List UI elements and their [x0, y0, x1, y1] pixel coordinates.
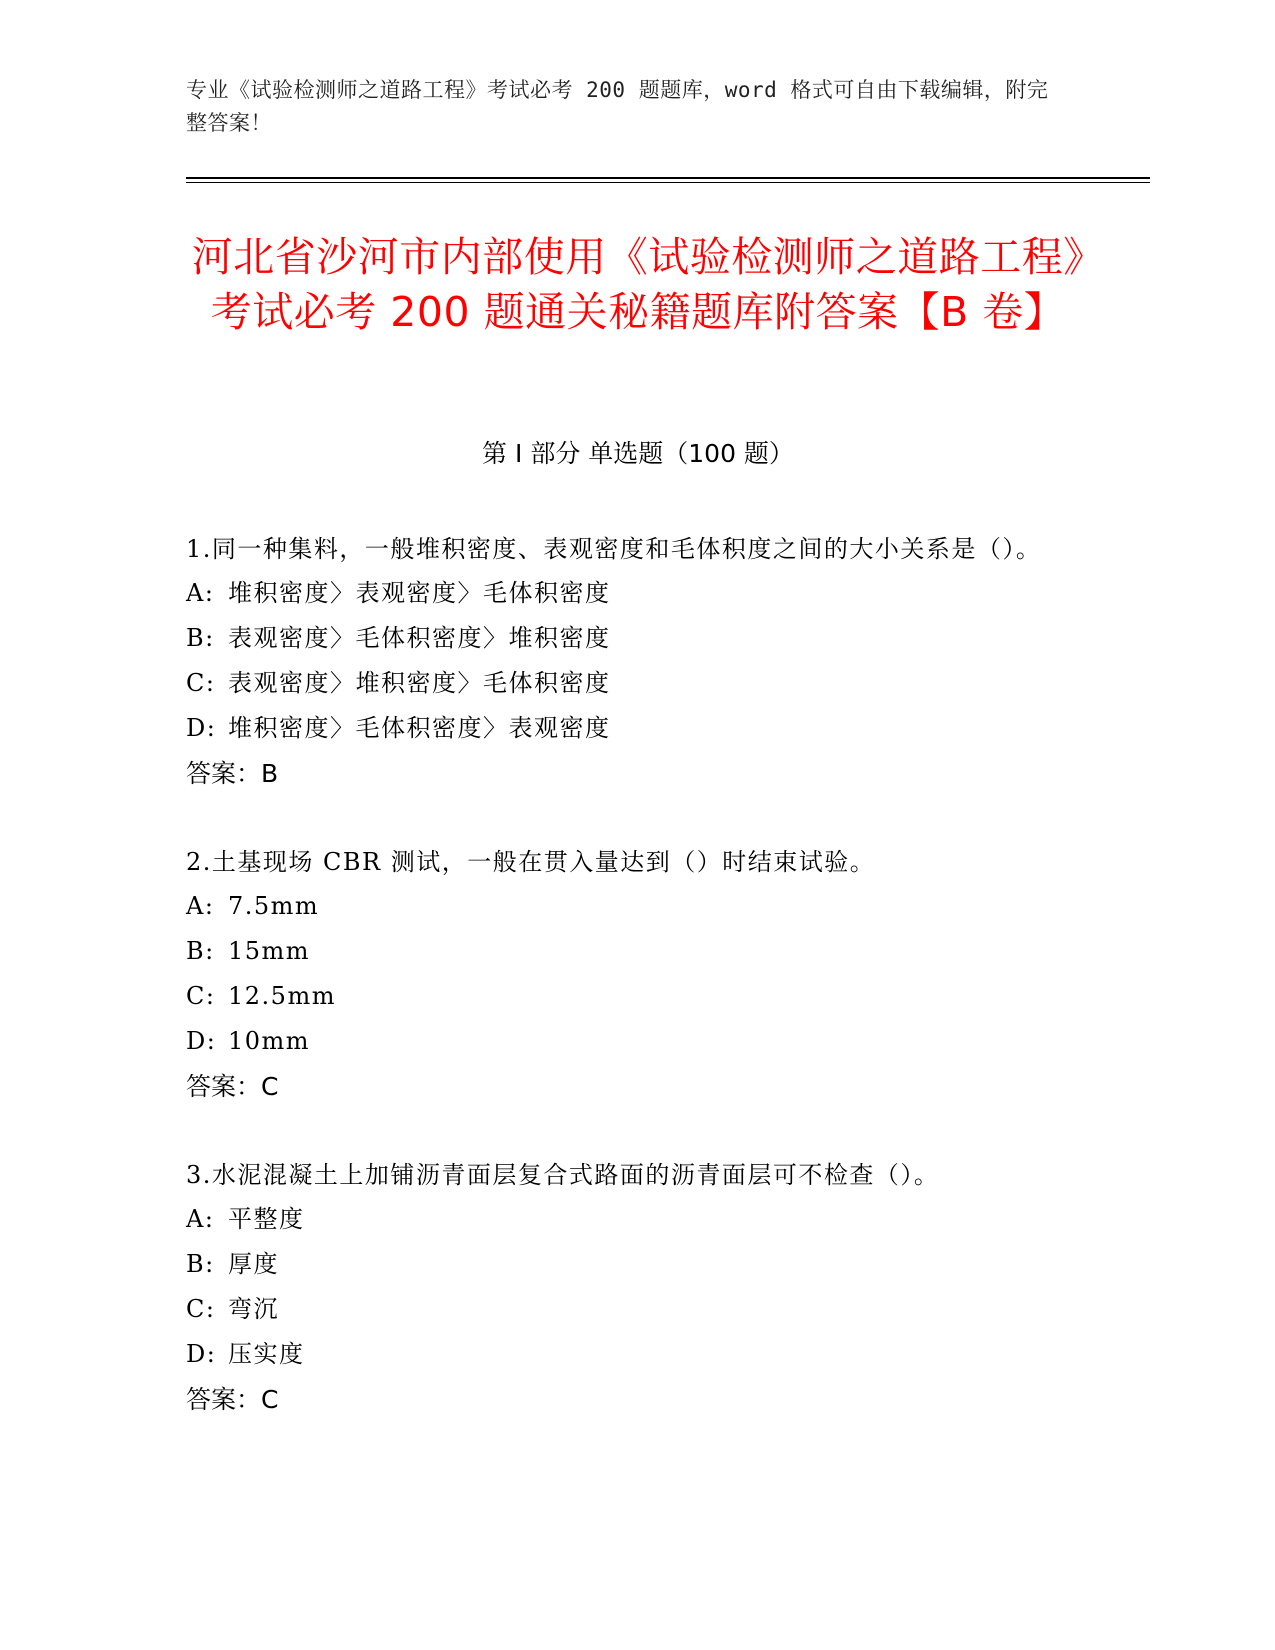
header-note: 专业《试验检测师之道路工程》考试必考 200 题题库，word 格式可自由下载编辑，附完整答案！ — [186, 78, 1049, 135]
option-text: 堆积密度〉毛体积密度〉表观密度 — [228, 714, 611, 742]
option-text: 弯沉 — [228, 1295, 279, 1323]
option-text: 7.5mm — [228, 892, 320, 920]
option-d — [186, 1019, 1086, 1064]
option-letter: B: — [186, 937, 215, 965]
question-stem: 1.同一种集料，一般堆积密度、表观密度和毛体积度之间的大小关系是（）。 — [186, 535, 1042, 563]
answer-line: 答案：B — [186, 759, 279, 788]
option-d — [186, 706, 1086, 751]
option-letter: A: — [186, 892, 215, 920]
question-list — [186, 527, 1086, 1466]
option-a — [186, 884, 1086, 929]
option-text: 压实度 — [228, 1340, 305, 1368]
document-title: 河北省沙河市内部使用《试验检测师之道路工程》考试必考 200 题通关秘籍题库附答案【B 卷】 — [191, 233, 1085, 336]
option-text: 15mm — [228, 937, 311, 965]
option-text: 平整度 — [228, 1205, 305, 1233]
option-letter: C: — [186, 982, 216, 1010]
question-stem: 2.土基现场 CBR 测试，一般在贯入量达到（）时结束试验。 — [186, 848, 876, 876]
option-letter: C: — [186, 669, 216, 697]
option-c — [186, 1287, 1086, 1332]
option-b — [186, 1242, 1086, 1287]
option-b — [186, 929, 1086, 974]
option-letter: A: — [186, 1205, 215, 1233]
question-item — [186, 840, 1086, 1109]
option-text: 表观密度〉毛体积密度〉堆积密度 — [228, 624, 611, 652]
option-letter: A: — [186, 579, 215, 607]
option-c — [186, 974, 1086, 1019]
question-stem: 3.水泥混凝土上加铺沥青面层复合式路面的沥青面层可不检查（）。 — [186, 1161, 940, 1189]
option-letter: D: — [186, 1340, 217, 1368]
answer-line: 答案：C — [186, 1385, 279, 1414]
header-rule-thick — [186, 177, 1150, 179]
option-letter: B: — [186, 1250, 215, 1278]
answer-line: 答案：C — [186, 1072, 279, 1101]
option-text: 厚度 — [228, 1250, 279, 1278]
option-text: 10mm — [228, 1027, 311, 1055]
option-d — [186, 1332, 1086, 1377]
option-letter: C: — [186, 1295, 216, 1323]
option-b — [186, 616, 1086, 661]
section-title: 第 I 部分 单选题（100 题） — [482, 439, 794, 468]
option-c — [186, 661, 1086, 706]
option-a — [186, 1197, 1086, 1242]
question-item — [186, 1153, 1086, 1422]
question-item — [186, 527, 1086, 796]
option-text: 12.5mm — [228, 982, 336, 1010]
header-rule-thin — [186, 182, 1150, 183]
option-letter: B: — [186, 624, 215, 652]
option-letter: D: — [186, 1027, 217, 1055]
option-a — [186, 571, 1086, 616]
option-text: 堆积密度〉表观密度〉毛体积密度 — [228, 579, 611, 607]
option-letter: D: — [186, 714, 217, 742]
option-text: 表观密度〉堆积密度〉毛体积密度 — [228, 669, 611, 697]
